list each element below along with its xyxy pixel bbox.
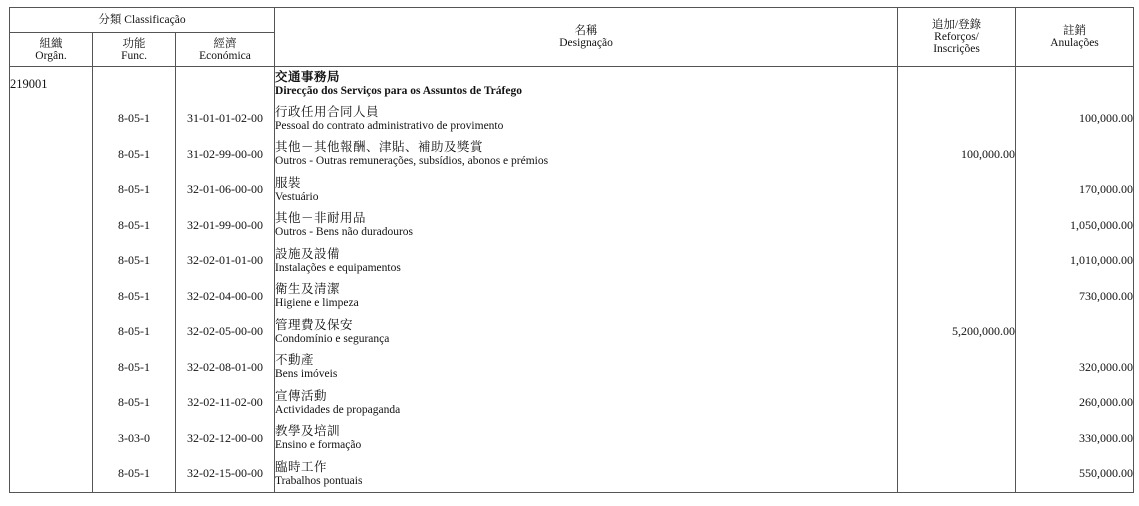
designation-pt: Ensino e formação [275,439,362,452]
economic-code: 32-02-12-00-00 [176,421,275,457]
designation-zh: 其他－其他報酬、津貼、補助及獎賞 [275,140,484,155]
anulacao-amount: 100,000.00 [1016,101,1134,137]
organ-cell [10,243,93,279]
designation-zh: 設施及設備 [275,246,341,261]
department-name-zh: 交通事務局 [275,70,341,84]
economic-code: 32-02-15-00-00 [176,456,275,492]
anulacao-amount [1016,137,1134,173]
designation-pt: Outros - Outras remunerações, subsídios, abonos e prémios [275,155,549,168]
organ-header [10,33,93,67]
designation-zh: 不動產 [275,353,315,368]
organ-cell [10,172,93,208]
economic-code: 32-02-11-02-00 [176,385,275,421]
reforcos-header-zh: 追加/登錄 [931,19,982,31]
anulacao-amount: 730,000.00 [1016,279,1134,315]
eco-header [176,33,275,67]
organ-cell [10,208,93,244]
func-code: 8-05-1 [93,279,176,315]
reforcos-header-pt1: Reforços/ [934,31,979,43]
designation-pt: Bens imóveis [275,368,338,381]
designation-zh: 教學及培訓 [275,424,341,439]
organ-cell [10,421,93,457]
organ-cell [10,314,93,350]
organ-cell [10,385,93,421]
table-row [10,208,1134,244]
eco-header-zh: 經濟 [213,37,237,50]
reforco-amount [898,421,1016,457]
designation-pt: Trabalhos pontuais [275,474,363,487]
designation-zh: 其他－非耐用品 [275,211,367,226]
designation-pt: Outros - Bens não duradouros [275,226,413,239]
anulacoes-header [1016,8,1134,67]
anulacao-amount: 550,000.00 [1016,456,1134,492]
anulacao-amount [1016,314,1134,350]
economic-code: 31-02-99-00-00 [176,137,275,173]
organ-cell [10,350,93,386]
designation-cell [275,421,898,457]
dept-reforco-cell [898,67,1016,102]
classification-header: 分類 Classificação [10,8,275,33]
func-header-pt: Func. [121,49,147,62]
organ-code: 219001 [10,67,93,102]
reforco-amount [898,385,1016,421]
reforco-amount [898,456,1016,492]
reforco-amount [898,350,1016,386]
organ-header-zh: 組織 [39,37,63,50]
economic-code: 32-02-08-01-00 [176,350,275,386]
table-row [10,314,1134,350]
designation-cell [275,385,898,421]
designation-zh: 宣傳活動 [275,388,328,403]
func-code: 8-05-1 [93,172,176,208]
reforcos-header-pt2: Inscrições [933,43,980,55]
designation-zh: 行政任用合同人員 [275,104,380,119]
table-row [10,101,1134,137]
reforcos-header [898,8,1016,67]
func-code: 8-05-1 [93,243,176,279]
anulacao-amount: 260,000.00 [1016,385,1134,421]
designation-header [275,8,898,67]
economic-code: 32-02-01-01-00 [176,243,275,279]
designation-pt: Vestuário [275,190,319,203]
table-row [10,350,1134,386]
func-code: 3-03-0 [93,421,176,457]
organ-cell [10,101,93,137]
dept-eco-cell [176,67,275,102]
designation-cell [275,172,898,208]
reforco-amount: 100,000.00 [898,137,1016,173]
func-code: 8-05-1 [93,137,176,173]
func-code: 8-05-1 [93,101,176,137]
designation-cell [275,350,898,386]
table-header [10,8,1134,67]
designation-pt: Condomínio e segurança [275,332,390,345]
table-row [10,279,1134,315]
designation-pt: Pessoal do contrato administrativo de provimento [275,119,504,132]
reforco-amount [898,172,1016,208]
func-code: 8-05-1 [93,350,176,386]
func-code: 8-05-1 [93,456,176,492]
department-name-pt: Direcção dos Serviços para os Assuntos de Tráfego [275,85,522,97]
func-header-zh: 功能 [122,37,146,50]
designation-zh: 臨時工作 [275,459,328,474]
designation-cell [275,208,898,244]
table-row [10,456,1134,492]
anulacoes-header-zh: 註銷 [1063,25,1087,37]
anulacao-amount: 320,000.00 [1016,350,1134,386]
reforco-amount [898,243,1016,279]
dept-func-cell [93,67,176,102]
func-code: 8-05-1 [93,385,176,421]
budget-table [9,7,1134,493]
designation-cell [275,279,898,315]
designation-cell [275,456,898,492]
designation-zh: 服裝 [275,175,302,190]
designation-pt: Actividades de propaganda [275,403,401,416]
economic-code: 32-02-04-00-00 [176,279,275,315]
department-row [10,67,1134,102]
anulacao-amount: 330,000.00 [1016,421,1134,457]
economic-code: 32-01-06-00-00 [176,172,275,208]
designation-cell [275,314,898,350]
designation-zh: 衛生及清潔 [275,282,341,297]
economic-code: 32-02-05-00-00 [176,314,275,350]
reforco-amount [898,101,1016,137]
designation-pt: Instalações e equipamentos [275,261,401,274]
table-row [10,137,1134,173]
anulacao-amount: 1,050,000.00 [1016,208,1134,244]
economic-code: 31-01-01-02-00 [176,101,275,137]
designation-header-pt: Designação [559,37,613,49]
table-row [10,421,1134,457]
department-name [275,67,898,102]
anulacoes-header-pt: Anulações [1050,37,1099,49]
organ-cell [10,456,93,492]
func-header [93,33,176,67]
designation-cell [275,101,898,137]
anulacao-amount: 1,010,000.00 [1016,243,1134,279]
designation-header-zh: 名稱 [574,25,598,37]
func-code: 8-05-1 [93,208,176,244]
reforco-amount [898,279,1016,315]
designation-zh: 管理費及保安 [275,317,354,332]
economic-code: 32-01-99-00-00 [176,208,275,244]
eco-header-pt: Económica [199,49,251,62]
table-row [10,243,1134,279]
designation-cell [275,243,898,279]
func-code: 8-05-1 [93,314,176,350]
reforco-amount: 5,200,000.00 [898,314,1016,350]
table-row [10,385,1134,421]
dept-anulacao-cell [1016,67,1134,102]
designation-pt: Higiene e limpeza [275,297,359,310]
organ-cell [10,137,93,173]
reforco-amount [898,208,1016,244]
table-row [10,172,1134,208]
organ-header-pt: Orgân. [35,49,67,62]
organ-cell [10,279,93,315]
designation-cell [275,137,898,173]
anulacao-amount: 170,000.00 [1016,172,1134,208]
table-body [10,67,1134,493]
